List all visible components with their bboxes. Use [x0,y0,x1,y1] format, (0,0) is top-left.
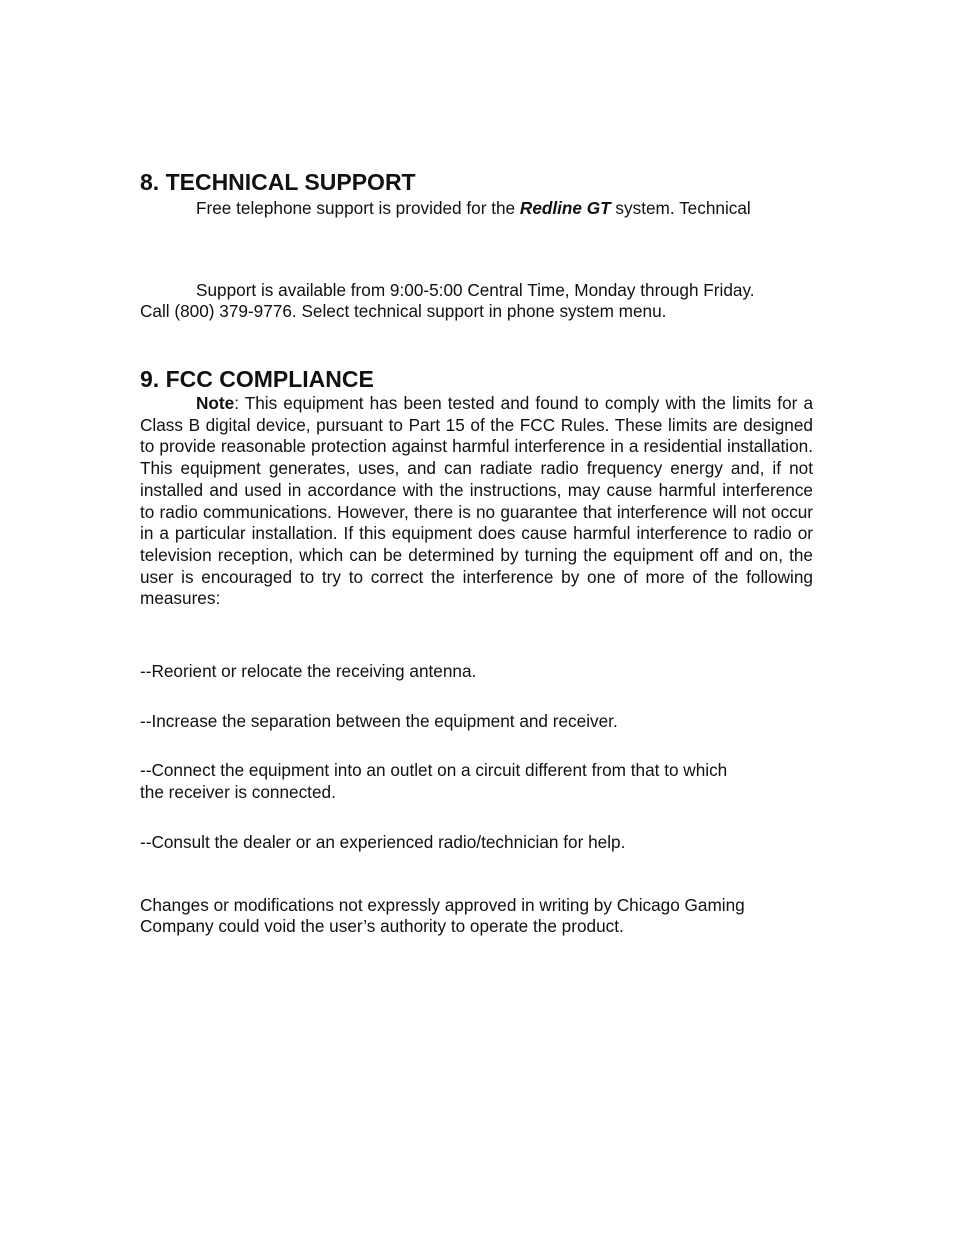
section-8-heading: 8. TECHNICAL SUPPORT [140,169,416,195]
measure-item: --Connect the equipment into an outlet on a circuit different from that to which [140,760,728,780]
measure-item-continuation: the receiver is connected. [140,782,336,802]
closing-line: Company could void the user’s authority to operate the product. [140,916,624,936]
measure-item: --Increase the separation between the equipment and receiver. [140,711,618,731]
note-text: : This equipment has been tested and found to comply with the limits for a Class B digital device, pursuant to Part 15 of the FCC Rules. These limits are designed to provide reasonable protection against harmful interference in a residential installation. This equipment generates, uses, and can radiate radio frequency energy and, if not installed and used in accordance with the instructions, may cause harmful interference to radio communications. However, there is no guarantee that interference will not occur in a particular installation. If this equipment does cause harmful interference to radio or television reception, which can be determined by turning the equipment off and on, the user is encouraged to try to correct the interference by one of more of the following measures: [140,393,813,609]
support-hours-line: Support is available from 9:00-5:00 Central Time, Monday through Friday. [196,280,755,300]
support-intro-text-end: system. Technical [610,198,751,218]
fcc-note-paragraph [140,393,813,610]
support-intro-line [196,198,751,219]
support-intro-text: Free telephone support is provided for the [196,198,520,218]
measure-item: --Reorient or relocate the receiving antenna. [140,661,477,681]
closing-line: Changes or modifications not expressly approved in writing by Chicago Gaming [140,895,745,915]
product-name: Redline GT [519,198,611,218]
note-label: Note [196,393,235,413]
section-9-heading: 9. FCC COMPLIANCE [140,366,374,392]
support-phone-line: Call (800) 379-9776. Select technical support in phone system menu. [140,301,667,321]
measure-item: --Consult the dealer or an experienced radio/technician for help. [140,832,626,852]
